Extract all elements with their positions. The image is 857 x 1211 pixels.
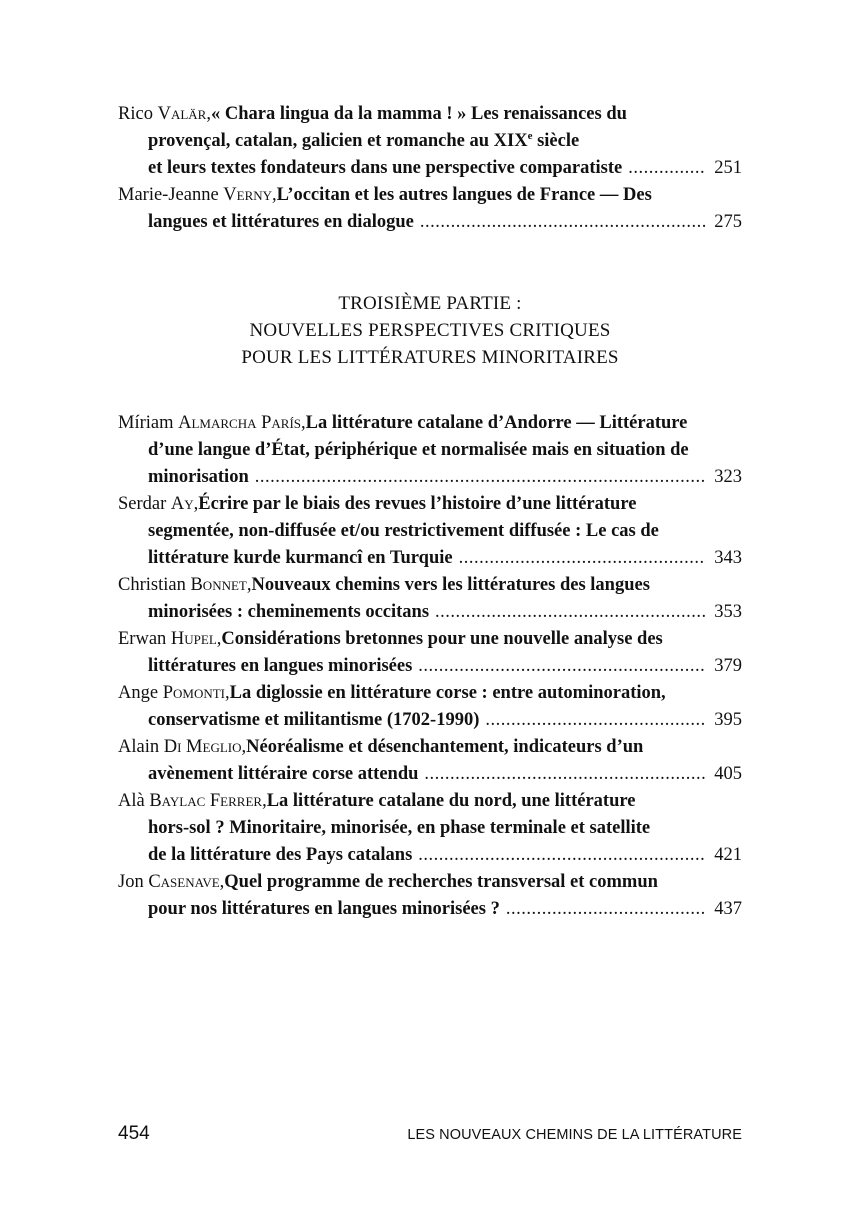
toc-entry — [118, 491, 742, 572]
dot-leader — [485, 707, 706, 734]
dot-leader — [435, 599, 706, 626]
table-of-contents — [118, 101, 742, 923]
toc-title-continued: littératures en langues minorisées — [148, 656, 413, 676]
toc-page-number: 323 — [714, 467, 742, 487]
section-heading-line: NOUVELLES PERSPECTIVES CRITIQUES — [249, 320, 611, 341]
toc-author: Ange Pomonti, — [118, 683, 230, 703]
toc-title-continued: de la littérature des Pays catalans — [148, 845, 413, 865]
toc-entry — [118, 410, 742, 491]
toc-author: Alà Baylac Ferrer, — [118, 791, 267, 811]
toc-page-number: 343 — [714, 548, 742, 568]
toc-author: Míriam Almarcha París, — [118, 413, 306, 433]
toc-entry-verny — [118, 182, 742, 236]
toc-entry — [118, 788, 742, 869]
dot-leader — [420, 209, 706, 236]
dot-leader — [506, 896, 706, 923]
toc-entry — [118, 572, 742, 626]
toc-entry — [118, 680, 742, 734]
dot-leader — [255, 464, 707, 491]
toc-page-number: 421 — [714, 845, 742, 865]
toc-title-continued: hors-sol ? Minoritaire, minorisée, en phase terminale et satellite — [148, 818, 651, 838]
toc-author: Erwan Hupel, — [118, 629, 222, 649]
section-heading-line: TROISIÈME PARTIE : — [338, 293, 522, 314]
toc-title-continued: segmentée, non-diffusée et/ou restrictivement diffusée : Le cas de — [148, 521, 659, 541]
toc-page-number: 353 — [714, 602, 742, 622]
toc-title: Écrire par le biais des revues l’histoire d’une littérature — [198, 494, 637, 514]
toc-part3-list — [118, 410, 742, 923]
toc-entry — [118, 626, 742, 680]
toc-entry — [118, 869, 742, 923]
toc-title: La diglossie en littérature corse : entre autominoration, — [229, 683, 666, 703]
toc-author: Christian Bonnet, — [118, 575, 252, 595]
toc-page-number: 405 — [714, 764, 742, 784]
dot-leader — [628, 155, 706, 182]
toc-author: Rico Valär, — [118, 104, 211, 124]
toc-entry — [118, 734, 742, 788]
toc-title: Quel programme de recherches transversal et commun — [224, 872, 658, 892]
toc-page-number: 437 — [714, 899, 742, 919]
toc-author: Jon Casenave, — [118, 872, 225, 892]
toc-title: Considérations bretonnes pour une nouvelle analyse des — [221, 629, 663, 649]
toc-title-continued: littérature kurde kurmancî en Turquie — [148, 548, 453, 568]
dot-leader — [459, 545, 707, 572]
page-footer — [118, 1123, 742, 1145]
toc-title-continued: avènement littéraire corse attendu — [148, 764, 419, 784]
toc-title: La littérature catalane d’Andorre — Littérature — [305, 413, 688, 433]
dot-leader — [418, 842, 706, 869]
running-title: LES NOUVEAUX CHEMINS DE LA LITTÉRATURE — [407, 1127, 742, 1143]
toc-title-continued: conservatisme et militantisme (1702-1990) — [148, 710, 480, 730]
toc-author: Serdar Ay, — [118, 494, 199, 514]
toc-author: Alain Di Meglio, — [118, 737, 247, 757]
section-heading — [118, 290, 742, 371]
toc-title-continued: minorisation — [148, 467, 249, 487]
toc-page-number: 395 — [714, 710, 742, 730]
page-folio: 454 — [118, 1123, 150, 1144]
toc-title: L’occitan et les autres langues de France — Des — [276, 185, 652, 205]
toc-title-continued: provençal, catalan, galicien et romanche au XIXe siècle — [148, 129, 580, 151]
toc-title-continued: et leurs textes fondateurs dans une perspective comparatiste — [148, 158, 623, 178]
toc-title-continued: d’une langue d’État, périphérique et normalisée mais en situation de — [148, 440, 689, 460]
section-heading-line: POUR LES LITTÉRATURES MINORITAIRES — [241, 347, 619, 368]
toc-author: Marie-Jeanne Verny, — [118, 185, 277, 205]
toc-title: « Chara lingua da la mamma ! » Les renaissances du — [210, 104, 627, 124]
dot-leader — [424, 761, 706, 788]
toc-title-continued: pour nos littératures en langues minorisées ? — [148, 899, 500, 919]
toc-title: La littérature catalane du nord, une littérature — [266, 791, 636, 811]
toc-title-continued: minorisées : cheminements occitans — [148, 602, 430, 622]
dot-leader — [418, 653, 706, 680]
toc-page-number: 275 — [714, 212, 742, 232]
toc-page-number: 251 — [714, 158, 742, 178]
toc-entry-valar — [118, 101, 742, 182]
toc-title: Néoréalisme et désenchantement, indicateurs d’un — [246, 737, 644, 757]
toc-title: Nouveaux chemins vers les littératures des langues — [251, 575, 650, 595]
toc-page-number: 379 — [714, 656, 742, 676]
toc-title-continued: langues et littératures en dialogue — [148, 212, 414, 232]
